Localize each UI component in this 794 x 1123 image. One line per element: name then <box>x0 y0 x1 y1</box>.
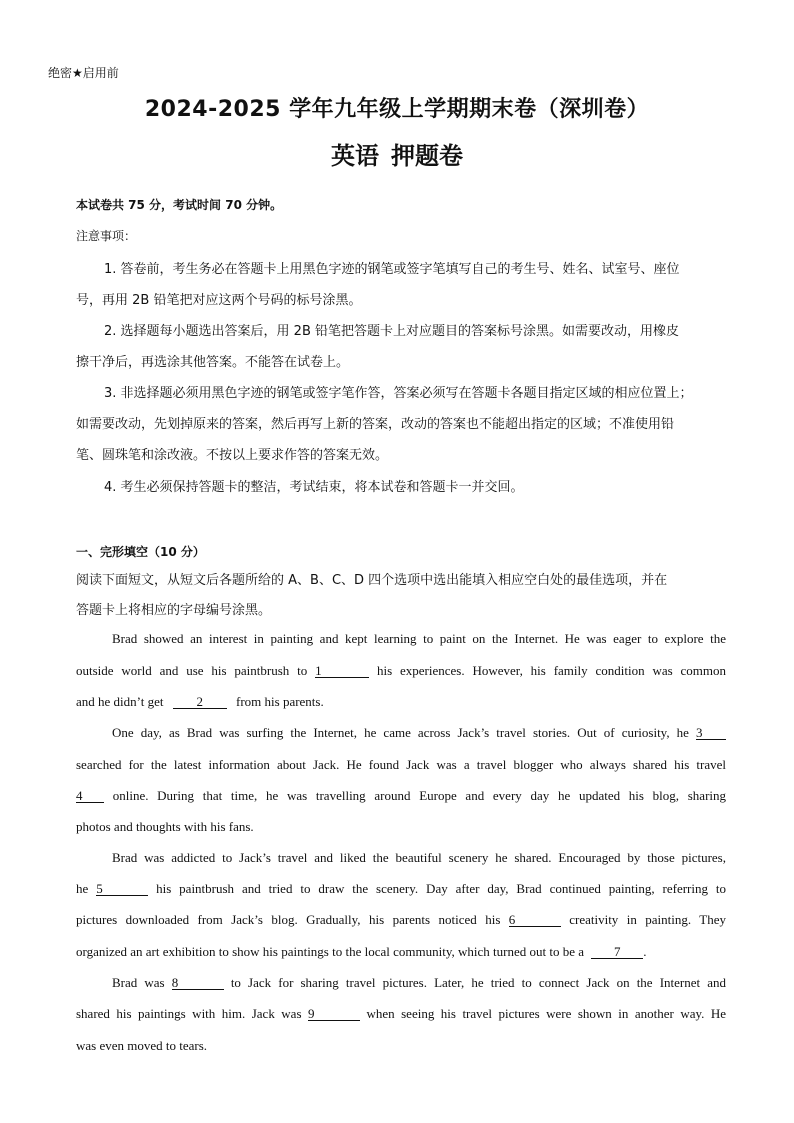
score-time-info: 本试卷共 75 分，考试时间 70 分钟。 <box>76 198 283 212</box>
passage-p1-line-3 <box>76 694 726 710</box>
note-1-line-1: 1. 答卷前，考生务必在答题卡上用黑色字迹的钢笔或签字笔填写自己的考生号、姓名、试室号、座位 <box>104 262 680 277</box>
passage-p4-line-1 <box>76 975 726 991</box>
blank-1: 1 <box>315 664 369 678</box>
note-2-line-1: 2. 选择题每小题选出答案后，用 2B 铅笔把答题卡上对应题目的答案标号涂黑。如需要改动，用橡皮 <box>104 324 679 339</box>
passage-text: online. During that time, he was travelling around Europe and every day he updated his blog, sharing <box>112 788 727 803</box>
passage-p4-line-2 <box>76 1006 726 1022</box>
exam-title: 2024-2025 学年九年级上学期期末卷（深圳卷） <box>144 97 650 122</box>
blank-7: 7 <box>591 945 643 959</box>
passage-text: shared his paintings with him. Jack was <box>76 1006 302 1021</box>
blank-8: 8 <box>172 976 224 990</box>
note-3-line-2: 如需要改动，先划掉原来的答案，然后再写上新的答案，改动的答案也不能超出指定的区域；不准使用铅 <box>76 417 675 432</box>
note-3-line-3: 笔、圆珠笔和涂改液。不按以上要求作答的答案无效。 <box>76 448 389 463</box>
passage-text: pictures downloaded from Jack’s blog. Gradually, his parents noticed his <box>76 912 501 927</box>
passage-text: his paintbrush and tried to draw the scenery. Day after day, Brad continued painting, referring to <box>156 881 727 896</box>
passage-p1-line-2 <box>76 663 726 679</box>
section-1-instruction-line-1: 阅读下面短文，从短文后各题所给的 A、B、C、D 四个选项中选出能填入相应空白处的最佳选项，并在 <box>76 573 668 588</box>
confidential-label: 绝密★启用前 <box>48 66 119 80</box>
paper-type-label: 押题卷 <box>391 142 463 170</box>
blank-3: 3 <box>696 726 726 740</box>
passage-p2-line-3 <box>76 788 726 804</box>
blank-9: 9 <box>308 1007 360 1021</box>
note-1-line-2: 号，再用 2B 铅笔把对应这两个号码的标号涂黑。 <box>76 293 362 308</box>
passage-text: One day, as Brad was surfing the Internet, he came across Jack’s travel stories. Out of curiosity, he <box>112 725 689 740</box>
notes-heading: 注意事项： <box>76 229 137 243</box>
passage-p1-line-1: Brad showed an interest in painting and kept learning to paint on the Internet. He was eager to explore the <box>112 631 726 646</box>
passage-text: Brad was <box>112 975 165 990</box>
passage-text: to Jack for sharing travel pictures. Later, he tried to connect Jack on the Internet and <box>230 975 726 990</box>
passage-p2-line-4: photos and thoughts with his fans. <box>76 819 254 834</box>
passage-text: from his parents. <box>236 694 324 709</box>
passage-text: he <box>76 881 89 896</box>
passage-p3-line-3 <box>76 912 726 928</box>
blank-6: 6 <box>509 913 561 927</box>
passage-p3-line-1: Brad was addicted to Jack’s travel and liked the beautiful scenery he shared. Encouraged by those pictures, <box>112 850 726 865</box>
passage-text: outside world and use his paintbrush to <box>76 663 308 678</box>
passage-text: his experiences. However, his family condition was common <box>376 663 727 678</box>
passage-p2-line-1 <box>76 725 726 741</box>
note-2-line-2: 擦干净后，再选涂其他答案。不能答在试卷上。 <box>76 355 350 370</box>
passage-p4-line-3: was even moved to tears. <box>76 1038 208 1053</box>
passage-text: . <box>643 944 647 959</box>
passage-p2-line-2: searched for the latest information about Jack. He found Jack was a travel blogger who always shared his travel <box>76 757 726 772</box>
passage-p3-line-2 <box>76 881 726 897</box>
blank-5: 5 <box>96 882 148 896</box>
passage-p3-line-4 <box>76 944 726 960</box>
passage-text: organized an art exhibition to show his paintings to the local community, which turned out to be a <box>76 944 584 959</box>
note-4-line-1: 4. 考生必须保持答题卡的整洁，考试结束，将本试卷和答题卡一并交回。 <box>104 480 524 495</box>
section-1-heading: 一、完形填空（10 分） <box>76 545 205 559</box>
passage-text: when seeing his travel pictures were shown in another way. He <box>366 1006 727 1021</box>
section-1-instruction-line-2: 答题卡上将相应的字母编号涂黑。 <box>76 603 272 618</box>
passage-text: and he didn’t get <box>76 694 164 709</box>
note-3-line-1: 3. 非选择题必须用黑色字迹的钢笔或签字笔作答，答案必须写在答题卡各题目指定区域的相应位置上； <box>104 386 693 401</box>
exam-subtitle <box>0 136 794 171</box>
passage-text: creativity in painting. They <box>569 912 726 927</box>
blank-2: 2 <box>173 695 227 709</box>
subject-label: 英语 <box>331 142 379 170</box>
blank-4: 4 <box>76 789 104 803</box>
